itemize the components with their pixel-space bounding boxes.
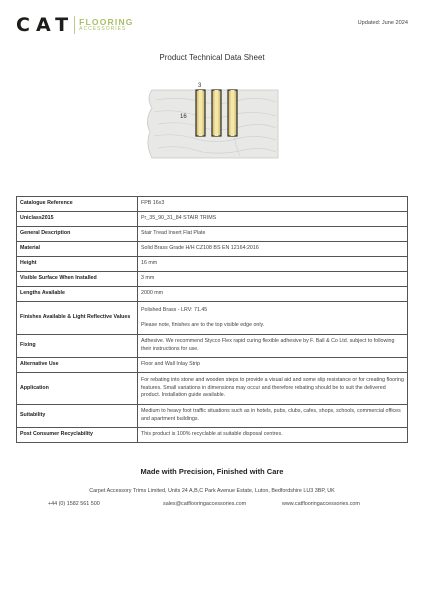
table-row [17, 212, 408, 227]
row-label: Finishes Available & Light Reflective Values [17, 302, 138, 335]
row-value: For rebating into stone and wooden steps to provide a visual aid and some slip resistance or for creating flooring features. Small variations in dimensions may occur and therefore rebating should be to suit the delivered product. Installation guide available. [138, 373, 408, 405]
row-value: Medium to heavy foot traffic situations such as in hotels, pubs, clubs, cafes, shops, schools, commercial offices and apartment buildings. [138, 405, 408, 428]
row-label: Uniclass2015 [17, 212, 138, 227]
table-row [17, 272, 408, 287]
table-row [17, 302, 408, 335]
footer-website-link[interactable]: www.catflooringaccessories.com [282, 501, 360, 507]
row-value: 16 mm [138, 257, 408, 272]
row-value: Stair Tread Insert Flat Plate [138, 227, 408, 242]
row-value: Pr_35_90_31_84 STAIR TRIMS [138, 212, 408, 227]
footer-tagline: Made with Precision, Finished with Care [140, 467, 284, 476]
row-value: FPB 16x3 [138, 197, 408, 212]
table-row [17, 335, 408, 358]
row-value: Solid Brass Grade H/H CZ108 BS EN 12164:2016 [138, 242, 408, 257]
table-row [17, 227, 408, 242]
row-label: Application [17, 373, 138, 405]
row-label: Material [17, 242, 138, 257]
row-value: 2000 mm [138, 287, 408, 302]
table-row [17, 257, 408, 272]
table-row [17, 287, 408, 302]
brass-strip [199, 90, 203, 136]
logo-subtitle-line-1: FLOORING [79, 16, 134, 27]
row-value [138, 302, 408, 335]
row-value: Adhesive. We recommend Stycco Flex rapid curing flexible adhesive by F. Ball & Co Ltd. subject to following their instructions for use. [138, 335, 408, 358]
row-label: Post Consumer Recyclability [17, 428, 138, 443]
row-label: Lengths Available [17, 287, 138, 302]
finish-note: Please note, finishes are to the top visible edge only. [141, 321, 265, 328]
table-row [17, 242, 408, 257]
document-title: Product Technical Data Sheet [159, 53, 265, 62]
company-logo [16, 14, 134, 36]
finish-value: Polished Brass - LRV: 71.45 [141, 306, 208, 313]
row-value: Floor and Wall Inlay Strip [138, 358, 408, 373]
table-row [17, 197, 408, 212]
dimension-label-width: 3 [198, 83, 202, 89]
row-label: Catalogue Reference [17, 197, 138, 212]
footer-email-link[interactable]: sales@catflooringaccessories.com [163, 501, 247, 507]
footer-address: Carpet Accessory Trims Limited, Units 24 A,B,C Park Avenue Estate, Luton, Bedfordshire LU3 3BP, UK [89, 488, 335, 494]
spec-table [16, 196, 408, 443]
dimension-label-height: 16 [180, 114, 187, 120]
updated-date: Updated: June 2024 [357, 20, 408, 26]
logo-wordmark: CAT [16, 14, 75, 36]
table-row [17, 405, 408, 428]
row-label: Fixing [17, 335, 138, 358]
row-label: Visible Surface When Installed [17, 272, 138, 287]
table-row [17, 428, 408, 443]
row-value: 3 mm [138, 272, 408, 287]
page-header [16, 14, 408, 40]
brass-strip [231, 90, 235, 136]
product-diagram [140, 78, 285, 168]
brass-strip [215, 90, 219, 136]
logo-subtitle-line-2: ACCESSORIES [79, 26, 127, 33]
stair-tread-illustration [140, 78, 285, 168]
footer-phone[interactable]: +44 (0) 1582 561 500 [48, 501, 100, 507]
row-label: General Description [17, 227, 138, 242]
row-label: Height [17, 257, 138, 272]
table-row [17, 358, 408, 373]
brass-strips [196, 90, 237, 136]
row-label: Alternative Use [17, 358, 138, 373]
footer-contacts [0, 501, 424, 511]
row-value: This product is 100% recyclable at suitable disposal centres. [138, 428, 408, 443]
table-row [17, 373, 408, 405]
logo-divider [74, 16, 75, 34]
row-label: Suitability [17, 405, 138, 428]
logo-subtitle [79, 18, 133, 33]
